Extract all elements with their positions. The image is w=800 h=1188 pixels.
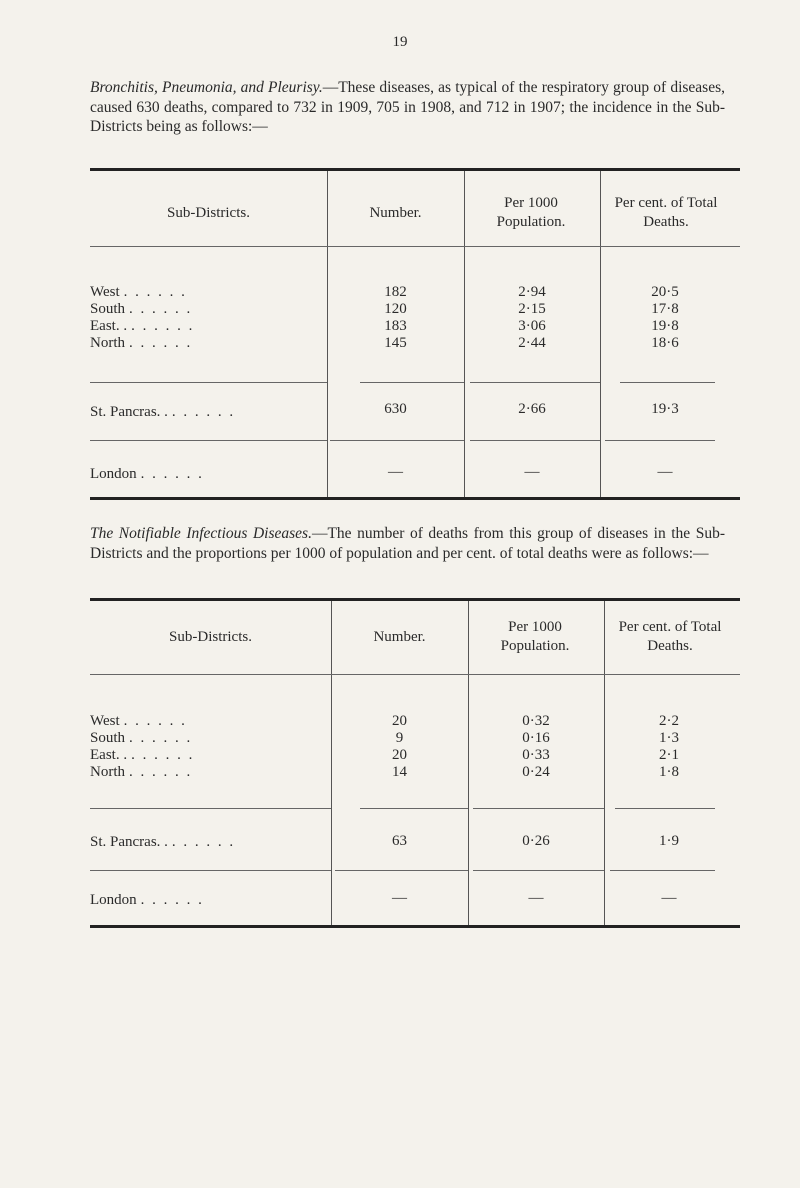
cell-number: 182 (384, 284, 407, 300)
cell-per-cent: 2·2 (659, 713, 679, 729)
respiratory-table (90, 168, 740, 500)
table-row: East. . . . . . . . (90, 318, 195, 334)
cell-per-1000: 2·94 (518, 284, 546, 300)
cell-per-1000: 2·44 (518, 335, 546, 351)
cell-per-1000: 0·26 (522, 833, 550, 849)
header-per-1000: Per 1000 Population. (496, 195, 566, 230)
cell-per-cent: 19·3 (651, 401, 679, 417)
cell-number: 183 (384, 318, 407, 334)
section1-paragraph (90, 78, 725, 137)
cell-per-cent: 2·1 (659, 747, 679, 763)
table-row: West . . . . . . (90, 713, 187, 729)
page-number: 19 (392, 34, 408, 50)
cell-per-cent: 1·9 (659, 833, 679, 849)
total-row: St. Pancras. . . . . . . . (90, 834, 236, 850)
total-row: St. Pancras. . . . . . . . (90, 404, 236, 420)
table-row: West . . . . . . (90, 284, 187, 300)
cell-per-cent: 19·8 (651, 318, 679, 334)
cell-per-1000: 0·24 (522, 764, 550, 780)
cell-per-1000: 0·32 (522, 713, 550, 729)
header-per-cent: Per cent. of Total Deaths. (614, 195, 718, 230)
cell-per-1000: 2·15 (518, 301, 546, 317)
header-number: Number. (369, 205, 422, 221)
section1-text: —These diseases, as typical of the respiratory group of diseases, caused 630 deaths, compared to 732 in 1909, 705 in 1908, and 712 in 1907; the incidence in the Sub-Districts being as follows:— (90, 79, 725, 135)
cell-number: 20 (392, 747, 407, 763)
cell-per-1000: 0·33 (522, 747, 550, 763)
cell-number: 630 (384, 401, 407, 417)
section2-heading: The Notifiable Infectious Diseases. (90, 525, 312, 542)
table-row: South . . . . . . (90, 301, 193, 317)
header-number: Number. (373, 629, 426, 645)
cell-per-1000: — (524, 464, 540, 480)
cell-number: 63 (392, 833, 407, 849)
cell-per-1000: 0·16 (522, 730, 550, 746)
cell-per-1000: 3·06 (518, 318, 546, 334)
table-row: East. . . . . . . . (90, 747, 195, 763)
table-row: South . . . . . . (90, 730, 193, 746)
infectious-table (90, 598, 740, 928)
cell-per-cent: 1·8 (659, 764, 679, 780)
header-sub-districts: Sub-Districts. (167, 205, 250, 221)
cell-number: 145 (384, 335, 407, 351)
cell-number: 9 (395, 730, 404, 746)
cell-per-cent: — (661, 890, 677, 906)
header-sub-districts: Sub-Districts. (169, 629, 252, 645)
cell-per-cent: 1·3 (659, 730, 679, 746)
cell-per-cent: — (657, 464, 673, 480)
london-row: London . . . . . . (90, 892, 204, 908)
cell-number: 14 (392, 764, 407, 780)
cell-per-cent: 17·8 (651, 301, 679, 317)
section1-heading: Bronchitis, Pneumonia, and Pleurisy. (90, 79, 323, 96)
section2-text: —The number of deaths from this group of diseases in the Sub-Districts and the proportions per 1000 of population and per cent. of total deaths were as follows:— (90, 525, 725, 562)
cell-per-cent: 18·6 (651, 335, 679, 351)
cell-number: — (392, 890, 407, 906)
cell-number: 20 (392, 713, 407, 729)
header-per-1000: Per 1000 Population. (500, 619, 570, 654)
cell-per-1000: 2·66 (518, 401, 546, 417)
london-row: London . . . . . . (90, 466, 204, 482)
section2-paragraph (90, 524, 725, 563)
cell-per-cent: 20·5 (651, 284, 679, 300)
cell-number: 120 (384, 301, 407, 317)
table-row: North . . . . . . (90, 335, 193, 351)
cell-per-1000: — (528, 890, 544, 906)
header-per-cent: Per cent. of Total Deaths. (618, 619, 722, 654)
cell-number: — (388, 464, 403, 480)
table-row: North . . . . . . (90, 764, 193, 780)
